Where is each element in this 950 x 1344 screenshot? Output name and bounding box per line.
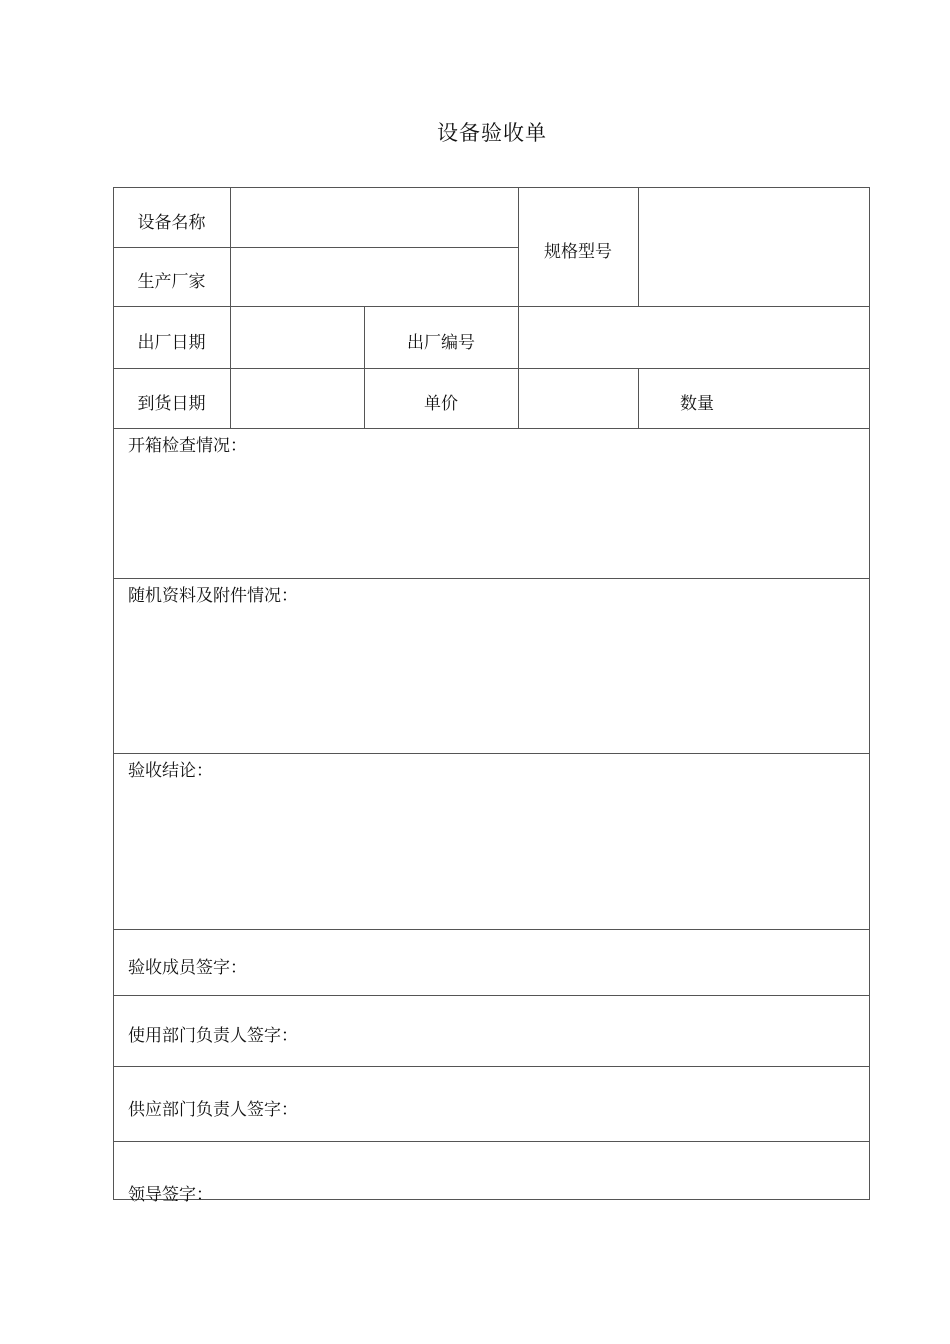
row-divider-4 — [113, 578, 870, 579]
leader-signature-label: 领导签字： — [128, 1185, 213, 1205]
table-border-right — [869, 187, 870, 1200]
row-divider-3 — [113, 428, 870, 429]
production-date-field[interactable] — [231, 307, 364, 368]
arrival-date-label: 到货日期 — [137, 394, 206, 414]
specification-model-field[interactable] — [639, 188, 869, 306]
col-divider-price — [638, 368, 639, 428]
unit-price-field[interactable] — [519, 369, 638, 428]
acceptance-members-signature-label: 验收成员签字： — [128, 958, 247, 978]
specification-model-label: 规格型号 — [544, 242, 612, 262]
unit-price-label: 单价 — [424, 394, 458, 414]
row-divider-8 — [113, 1066, 870, 1067]
row-divider-5 — [113, 753, 870, 754]
manufacturer-field[interactable] — [231, 248, 518, 306]
form-title: 设备验收单 — [437, 121, 547, 145]
serial-number-field[interactable] — [519, 307, 869, 368]
table-border-bottom — [113, 1199, 870, 1200]
acceptance-conclusion-field[interactable] — [114, 779, 869, 929]
acceptance-conclusion-label: 验收结论： — [128, 761, 213, 781]
user-dept-head-signature-label: 使用部门负责人签字： — [128, 1026, 298, 1046]
row-divider-name-maker-label — [113, 247, 230, 248]
documents-accessories-field[interactable] — [114, 604, 869, 753]
manufacturer-label: 生产厂家 — [137, 272, 206, 292]
unpacking-inspection-field[interactable] — [114, 454, 869, 578]
arrival-date-field[interactable] — [231, 369, 364, 428]
production-date-label: 出厂日期 — [137, 333, 206, 353]
equipment-name-label: 设备名称 — [137, 213, 206, 233]
documents-accessories-label: 随机资料及附件情况： — [128, 586, 298, 606]
supplier-dept-head-signature-label: 供应部门负责人签字： — [128, 1100, 298, 1120]
row-divider-6 — [113, 929, 870, 930]
row-divider-9 — [113, 1141, 870, 1142]
row-divider-7 — [113, 995, 870, 996]
row-divider-2 — [113, 368, 870, 369]
unpacking-inspection-label: 开箱检查情况： — [128, 436, 247, 456]
equipment-name-field[interactable] — [231, 188, 518, 247]
serial-number-label: 出厂编号 — [407, 333, 475, 353]
quantity-label: 数量 — [680, 394, 714, 414]
